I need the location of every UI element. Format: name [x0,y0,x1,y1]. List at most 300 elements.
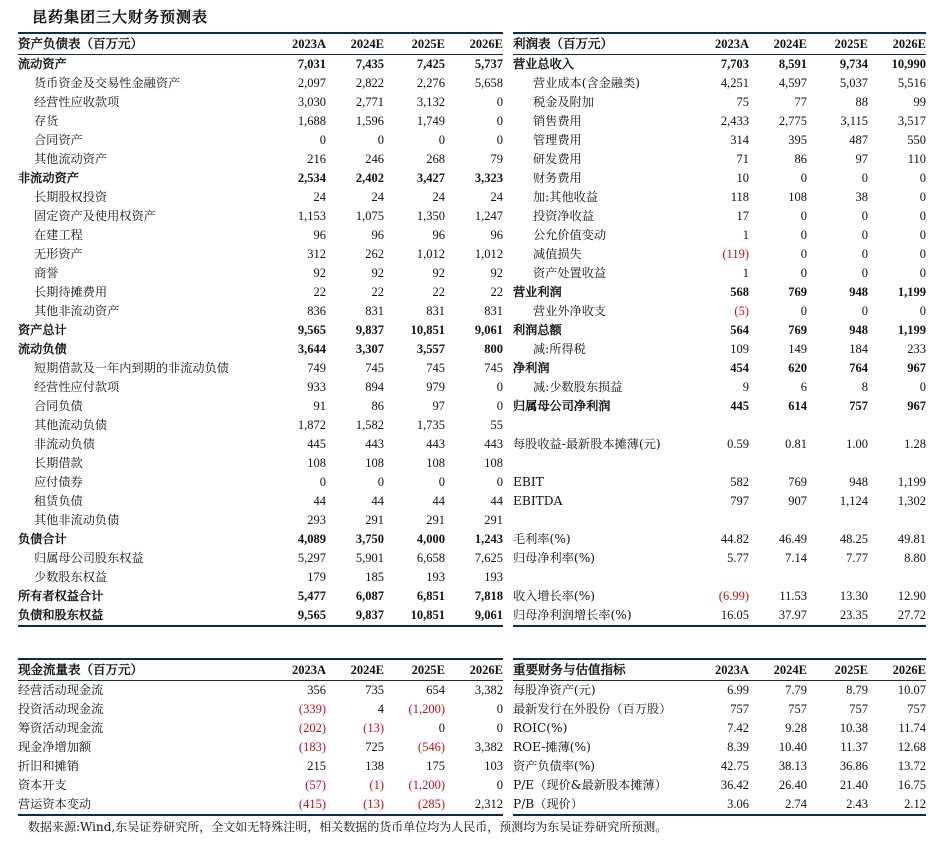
cell-value: 92 [490,266,503,280]
table-row [18,700,503,719]
column-header: 2024E [326,33,384,55]
cell-value: 5,737 [474,57,503,71]
table-row [18,226,503,245]
table-row [513,454,926,473]
table-row [18,681,503,701]
cell-value: 3,323 [474,171,503,185]
row-label: 长期借款 [34,456,83,470]
table-row [18,131,503,150]
cell-value: 620 [788,361,807,375]
row-label: 公允价值变动 [533,228,607,242]
cell-value: (202) [298,721,326,735]
table-row [18,93,503,112]
cell-value: 13.72 [897,759,926,773]
row-label: 每股收益-最新股本摊薄(元) [513,437,661,451]
row-label: 利润总额 [513,323,562,337]
row-label: ROIC(%) [513,721,568,735]
row-label: 营运资本变动 [18,795,268,815]
cell-value: 9 [742,380,749,394]
table-row [18,340,503,359]
cell-value: 757 [849,702,868,716]
cell-value: 293 [307,513,326,527]
cell-value: 764 [849,361,868,375]
cell-value [807,511,868,530]
table-header-row [513,33,926,55]
cell-value: 8,591 [778,57,807,71]
table-row [18,719,503,738]
table-row [18,74,503,93]
cell-value: (57) [305,778,326,792]
cell-value: 1,243 [474,532,503,546]
column-header: 2023A [268,659,326,681]
cell-value: 487 [849,133,868,147]
cell-value: 1,872 [297,418,326,432]
row-label: 负债合计 [18,532,67,546]
table-header-row [18,659,503,681]
cell-value: 6,087 [355,589,384,603]
table-row [513,719,926,738]
cell-value: 10 [736,171,749,185]
cell-value: 894 [365,380,384,394]
table-row [513,435,926,454]
cell-value: 9.28 [785,721,807,735]
cell-value: 757 [788,702,807,716]
cell-value: 0 [800,171,807,185]
cell-value: 8.80 [904,551,926,565]
cell-value: 291 [426,513,445,527]
cell-value: 0 [919,190,926,204]
row-label: 归属母公司净利润 [513,399,611,413]
cell-value: 3,030 [297,95,326,109]
cell-value: 0 [861,171,868,185]
table-row [18,188,503,207]
cell-value: 79 [490,152,503,166]
row-label: 长期待摊费用 [34,285,108,299]
table-row [513,93,926,112]
row-label: 其他流动资产 [34,152,108,166]
table-row [513,74,926,93]
cell-value: 11.74 [898,721,926,735]
table-row [18,359,503,378]
cell-value: 42.75 [720,759,749,773]
row-label: 负债和股东权益 [18,606,268,626]
cell-value: 3.06 [691,795,749,815]
cell-value: 2,534 [297,171,326,185]
balance-sheet-table [18,32,503,627]
cell-value: 0 [919,304,926,318]
cell-value: 725 [365,740,384,754]
cell-value [749,568,807,587]
cell-value: 745 [426,361,445,375]
cell-value: 749 [307,361,326,375]
cell-value: 10.07 [897,683,926,697]
cell-value: 2.74 [749,795,807,815]
cell-value: 2,433 [720,114,749,128]
cell-value: 9,061 [445,606,503,626]
cell-value: 4,089 [297,532,326,546]
cell-value: 48.25 [839,532,868,546]
table-row [513,416,926,435]
column-header: 2026E [868,33,926,55]
row-label: 在建工程 [34,228,83,242]
cell-value: (546) [417,740,445,754]
table-row [18,207,503,226]
cell-value: 7,031 [297,57,326,71]
cell-value: 2.43 [807,795,868,815]
cell-value: 12.68 [897,740,926,754]
cell-value: 44 [371,494,384,508]
table-row [513,226,926,245]
cell-value: 0 [319,133,326,147]
cell-value: 44.82 [720,532,749,546]
table-row [513,378,926,397]
cell-value: 27.72 [868,606,926,626]
cell-value: 831 [426,304,445,318]
cell-value: 8.39 [727,740,749,754]
table-title: 现金流量表（百万元） [18,659,268,681]
cell-value: 1,582 [355,418,384,432]
table-title: 资产负债表（百万元） [18,33,268,55]
cell-value: 800 [484,342,503,356]
table-row [18,776,503,795]
cell-value: 23.35 [807,606,868,626]
cell-value: 0 [496,475,503,489]
table-row [513,302,926,321]
cell-value: 0 [919,171,926,185]
row-label [513,454,691,473]
cell-value: 16.75 [897,778,926,792]
cell-value: 314 [730,133,749,147]
cell-value: 3,517 [897,114,926,128]
cell-value: 5.77 [727,551,749,565]
cell-value: 2,097 [297,76,326,90]
table-row [513,681,926,701]
row-label: 存货 [34,114,59,128]
cell-value: 0 [496,399,503,413]
cell-value: 2,276 [416,76,445,90]
row-label [513,416,691,435]
cell-value: 233 [907,342,926,356]
table-row [513,112,926,131]
cell-value: (183) [298,740,326,754]
row-label: 合同负债 [34,399,83,413]
cell-value: 0 [377,133,384,147]
cell-value: 8.79 [846,683,868,697]
cell-value: 10.38 [839,721,868,735]
cell-value: 6.99 [727,683,749,697]
cell-value: 445 [730,399,749,413]
cell-value: 108 [788,190,807,204]
cell-value: 1.28 [904,437,926,451]
column-header: 2025E [807,659,868,681]
cell-value: 36.86 [839,759,868,773]
row-label: 经营性应收款项 [34,95,120,109]
cell-value: 22 [432,285,445,299]
cell-value: 26.40 [778,778,807,792]
cell-value: 0 [800,247,807,261]
table-row [18,435,503,454]
row-label: 商誉 [34,266,59,280]
cell-value: 8 [861,380,868,394]
row-label: P/E（现价&最新股本摊薄） [513,778,667,792]
cell-value: (6.99) [718,589,749,603]
table-row [18,738,503,757]
row-label [513,511,691,530]
table-row [513,207,926,226]
row-label: 资本开支 [18,778,67,792]
cell-value: 1,075 [355,209,384,223]
cell-value: 22 [313,285,326,299]
cell-value: 99 [913,95,926,109]
row-label: 研发费用 [533,152,582,166]
cell-value [868,416,926,435]
cell-value [807,416,868,435]
cell-value: 1,012 [416,247,445,261]
cell-value: 97 [855,152,868,166]
cell-value: 4,251 [720,76,749,90]
cell-value: 88 [855,95,868,109]
cell-value: 96 [432,228,445,242]
table-row [513,700,926,719]
cell-value: 262 [365,247,384,261]
row-label: 资产负债率(%) [513,759,596,773]
cell-value: 5,901 [355,551,384,565]
cell-value: 11.53 [779,589,807,603]
cell-value: 2,771 [355,95,384,109]
cell-value: 564 [730,323,749,337]
table-row [18,473,503,492]
cell-value: 0 [861,247,868,261]
table-row [513,131,926,150]
table-row [513,606,926,626]
cell-value: 0 [861,228,868,242]
table-row [18,378,503,397]
cell-value: (13) [326,795,384,815]
cell-value: 12.90 [897,589,926,603]
cell-value: 3,307 [355,342,384,356]
cell-value: 948 [849,323,868,337]
cell-value: 0 [377,475,384,489]
cell-value: 22 [490,285,503,299]
column-header: 2023A [691,33,749,55]
cell-value [691,511,749,530]
cell-value: 3,382 [474,740,503,754]
cell-value: 96 [371,228,384,242]
row-label: 经营活动现金流 [18,683,104,697]
cell-value: 246 [365,152,384,166]
cell-value: 3,382 [474,683,503,697]
cell-value: 7,703 [720,57,749,71]
table-row [18,245,503,264]
cell-value: 582 [730,475,749,489]
column-header: 2025E [807,33,868,55]
cell-value: 1.00 [846,437,868,451]
table-row [513,150,926,169]
cell-value: 5,297 [297,551,326,565]
cell-value [868,568,926,587]
cell-value: (5) [734,304,749,318]
cell-value: 179 [307,570,326,584]
table-row [513,245,926,264]
cell-value: 0 [919,266,926,280]
cell-value: 2.12 [868,795,926,815]
cell-value: 0 [496,778,503,792]
table-header-row [18,33,503,55]
cell-value: 149 [788,342,807,356]
cell-value: 193 [484,570,503,584]
cell-value: 443 [365,437,384,451]
cell-value: (1,200) [408,702,445,716]
cell-value: 967 [907,399,926,413]
cell-value: 0.81 [785,437,807,451]
row-label: 应付债券 [34,475,83,489]
cell-value: 0 [496,702,503,716]
cell-value: 745 [365,361,384,375]
cell-value: 445 [307,437,326,451]
cell-value: 3,644 [297,342,326,356]
row-label: 非流动资产 [18,171,79,185]
row-label: 营业利润 [513,285,562,299]
row-label: 加:其他收益 [533,190,599,204]
cell-value: 550 [907,133,926,147]
table-row [513,492,926,511]
cell-value: 831 [365,304,384,318]
row-label: 所有者权益合计 [18,589,104,603]
table-row [18,568,503,587]
table-row [18,795,503,815]
row-label: 固定资产及使用权资产 [34,209,156,223]
cell-value: 2,312 [445,795,503,815]
cell-value: 4,000 [416,532,445,546]
cell-value: 2,775 [778,114,807,128]
table-row [18,321,503,340]
cell-value: 1,153 [297,209,326,223]
row-label: 资产处置收益 [533,266,607,280]
cell-value [691,454,749,473]
row-label: 现金净增加额 [18,740,92,754]
cell-value: 216 [307,152,326,166]
cell-value [749,416,807,435]
row-label: 减值损失 [533,247,582,261]
cell-value: 907 [788,494,807,508]
row-label: 管理费用 [533,133,582,147]
cell-value: 1,124 [839,494,868,508]
cell-value: 1,749 [416,114,445,128]
cell-value: 185 [365,570,384,584]
cell-value: 4 [377,702,384,716]
row-label: 减:少数股东损益 [533,380,623,394]
cell-value: 92 [432,266,445,280]
cell-value: 97 [432,399,445,413]
table-row [513,738,926,757]
table-row [18,549,503,568]
table-row [513,283,926,302]
row-label: 无形资产 [34,247,83,261]
cell-value: 1,350 [416,209,445,223]
cell-value: 454 [730,361,749,375]
table-row [18,757,503,776]
cell-value: 138 [365,759,384,773]
cell-value: 1,596 [355,114,384,128]
cell-value: 109 [730,342,749,356]
cell-value: (285) [384,795,445,815]
cell-value: 5,658 [474,76,503,90]
cell-value: 0 [496,133,503,147]
cell-value: 0.59 [727,437,749,451]
cell-value: (1,200) [408,778,445,792]
table-row [513,55,926,75]
cell-value: 757 [907,702,926,716]
row-label: 最新发行在外股份（百万股） [513,702,672,716]
cell-value: 356 [307,683,326,697]
row-label: 资产总计 [18,323,67,337]
cell-value: 1,199 [897,285,926,299]
cell-value: 46.49 [778,532,807,546]
cell-value: 22 [371,285,384,299]
cell-value: 108 [426,456,445,470]
cell-value: 11.37 [840,740,868,754]
cell-value: 5,037 [839,76,868,90]
cell-value: 933 [307,380,326,394]
cell-value: 77 [794,95,807,109]
row-label: 流动负债 [18,342,67,356]
row-label: 销售费用 [533,114,582,128]
row-label: 营业成本(含金融类) [533,76,641,90]
column-header: 2026E [868,659,926,681]
row-label: 营业外净收支 [533,304,607,318]
cell-value: 291 [365,513,384,527]
cell-value: 71 [736,152,749,166]
row-label [513,568,691,587]
row-label: 流动资产 [18,57,67,71]
cell-value: 443 [484,437,503,451]
cell-value: 1,199 [897,475,926,489]
table-row [513,169,926,188]
table-row [18,511,503,530]
cell-value: 769 [788,323,807,337]
row-label: ROE-摊薄(%) [513,740,591,754]
cell-value: 44 [313,494,326,508]
cell-value: 268 [426,152,445,166]
column-header: 2024E [749,659,807,681]
cell-value: 44 [432,494,445,508]
cell-value: 92 [313,266,326,280]
cell-value: 614 [788,399,807,413]
cell-value: 0 [438,721,445,735]
cell-value: 312 [307,247,326,261]
cell-value: 0 [800,304,807,318]
cell-value: 49.81 [897,532,926,546]
cell-value: 1,688 [297,114,326,128]
cell-value: 175 [426,759,445,773]
table-title: 利润表（百万元） [513,33,691,55]
row-label: 投资净收益 [533,209,594,223]
row-label: EBIT [513,475,544,489]
cell-value: 37.97 [749,606,807,626]
cell-value: 6,851 [416,589,445,603]
table-row [18,283,503,302]
cell-value: 75 [736,95,749,109]
cell-value: 1 [742,266,749,280]
row-label: 归属母公司股东权益 [34,551,144,565]
cell-value: 2,822 [355,76,384,90]
cell-value: 745 [484,361,503,375]
cell-value: 24 [490,190,503,204]
cell-value: 568 [730,285,749,299]
cell-value: 108 [307,456,326,470]
cell-value: (13) [363,721,384,735]
cell-value: 9,734 [839,57,868,71]
